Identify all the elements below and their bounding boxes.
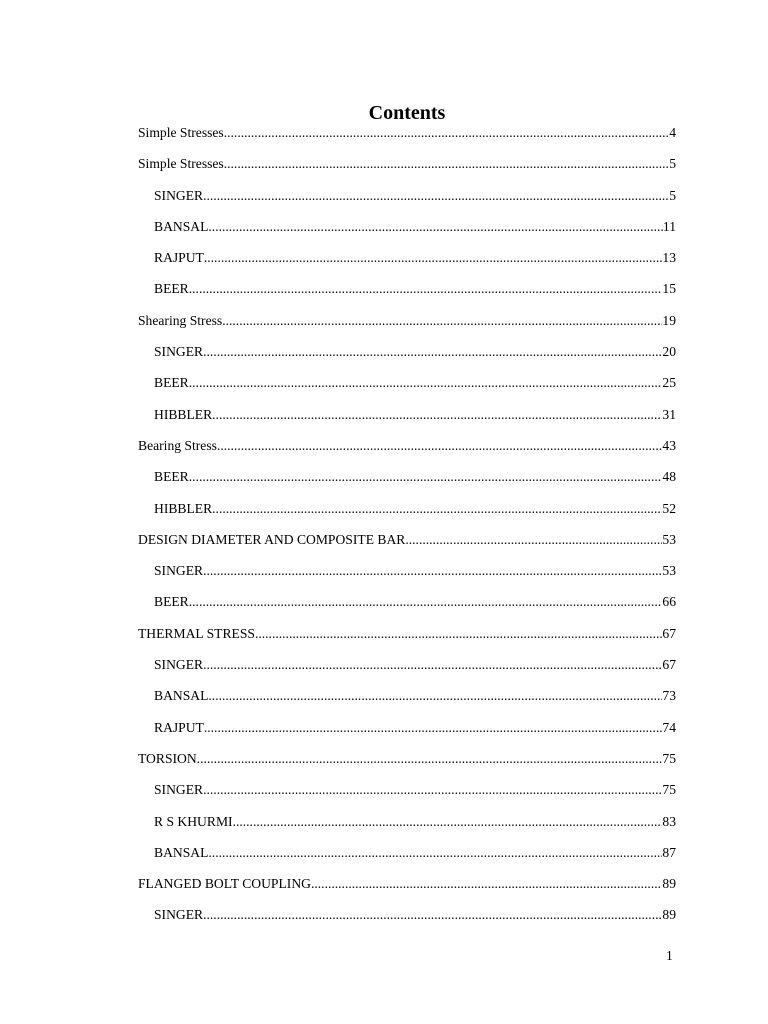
- toc-entry-label: HIBBLER: [154, 500, 213, 516]
- toc-entry-page-number: 53: [662, 563, 676, 579]
- toc-entry-label: SINGER: [154, 344, 204, 360]
- toc-entry-page-number: 5: [669, 187, 676, 203]
- dot-leader: [208, 843, 662, 863]
- toc-entry-page-number: 83: [662, 813, 676, 829]
- toc-entry-label: Bearing Stress: [138, 437, 217, 453]
- toc-entry-page-number: 5: [669, 156, 676, 172]
- toc-entry-label: FLANGED BOLT COUPLING: [138, 876, 311, 892]
- toc-entry[interactable]: [138, 718, 676, 749]
- toc-entry-page-number: 67: [662, 657, 676, 673]
- dot-leader: [405, 530, 662, 550]
- toc-entry-page-number: 75: [662, 750, 676, 766]
- dot-leader: [203, 342, 662, 362]
- toc-entry-page-number: 89: [662, 907, 676, 923]
- toc-entry[interactable]: [138, 561, 676, 592]
- toc-entry-page-number: 53: [662, 531, 676, 547]
- toc-entry-page-number: 43: [662, 437, 676, 453]
- toc-entry-label: BEER: [154, 281, 189, 297]
- toc-entry-page-number: 89: [662, 876, 676, 892]
- dot-leader: [203, 561, 662, 581]
- dot-leader: [311, 874, 662, 894]
- dot-leader: [204, 248, 663, 268]
- toc-entry-label: BEER: [154, 375, 189, 391]
- toc-entry-page-number: 75: [662, 782, 676, 798]
- toc-entry[interactable]: [138, 905, 676, 936]
- toc-entry-page-number: 4: [669, 125, 676, 140]
- dot-leader: [189, 467, 663, 487]
- toc-entry-label: BANSAL: [154, 844, 209, 860]
- toc-entry[interactable]: [138, 780, 676, 811]
- toc-entry[interactable]: [138, 686, 676, 717]
- toc-entry-label: BANSAL: [154, 688, 209, 704]
- toc-entry-label: BEER: [154, 469, 189, 485]
- toc-entry[interactable]: [138, 217, 676, 248]
- toc-entry-page-number: 13: [662, 250, 676, 266]
- toc-entry-label: Simple Stresses: [138, 156, 224, 172]
- dot-leader: [203, 905, 662, 925]
- dot-leader: [204, 718, 663, 738]
- toc-entry[interactable]: [138, 405, 676, 436]
- toc-entry-page-number: 19: [662, 312, 676, 328]
- toc-entry-label: RAJPUT: [154, 719, 204, 735]
- dot-leader: [212, 405, 662, 425]
- toc-entry[interactable]: [138, 248, 676, 279]
- toc-entry[interactable]: [138, 154, 676, 185]
- toc-entry[interactable]: [138, 749, 676, 780]
- dot-leader: [203, 780, 662, 800]
- toc-entry[interactable]: [138, 843, 676, 874]
- dot-leader: [189, 373, 663, 393]
- dot-leader: [208, 217, 663, 237]
- toc-entry[interactable]: [138, 499, 676, 530]
- toc-entry[interactable]: [138, 467, 676, 498]
- toc-entry-page-number: 48: [662, 469, 676, 485]
- toc-entry-label: BANSAL: [154, 218, 209, 234]
- toc-entry[interactable]: [138, 311, 676, 342]
- dot-leader: [203, 655, 662, 675]
- page-title: Contents: [368, 102, 446, 124]
- toc-entry-label: DESIGN DIAMETER AND COMPOSITE BAR: [138, 531, 406, 547]
- toc-entry-label: Shearing Stress: [138, 312, 223, 328]
- toc-entry-page-number: 11: [662, 218, 676, 234]
- toc-entry-page-number: 67: [662, 625, 676, 641]
- toc-entry-page-number: 25: [662, 375, 676, 391]
- dot-leader: [197, 749, 663, 769]
- toc-entry[interactable]: [138, 592, 676, 623]
- toc-entry[interactable]: [138, 123, 676, 154]
- toc-entry-page-number: 66: [662, 594, 676, 610]
- toc-entry-page-number: 74: [662, 719, 676, 735]
- toc-entry-page-number: 20: [662, 344, 676, 360]
- dot-leader: [224, 154, 669, 174]
- toc-entry[interactable]: [138, 186, 676, 217]
- toc-entry[interactable]: [138, 342, 676, 373]
- table-of-contents: [138, 123, 676, 937]
- toc-entry[interactable]: [138, 655, 676, 686]
- toc-entry[interactable]: [138, 436, 676, 467]
- toc-entry-label: TORSION: [138, 750, 197, 766]
- toc-entry[interactable]: [138, 373, 676, 404]
- toc-entry-label: THERMAL STRESS: [138, 625, 255, 641]
- toc-entry[interactable]: [138, 874, 676, 905]
- dot-leader: [217, 436, 662, 456]
- toc-entry[interactable]: [138, 530, 676, 561]
- toc-entry-page-number: 31: [662, 406, 676, 422]
- toc-entry-label: BEER: [154, 594, 189, 610]
- toc-entry-label: SINGER: [154, 187, 204, 203]
- dot-leader: [203, 186, 669, 206]
- dot-leader: [222, 311, 662, 331]
- toc-entry-label: HIBBLER: [154, 406, 213, 422]
- toc-entry[interactable]: [138, 279, 676, 310]
- toc-entry-label: Simple Stresses: [138, 125, 224, 140]
- dot-leader: [212, 499, 662, 519]
- toc-entry-page-number: 15: [662, 281, 676, 297]
- toc-entry[interactable]: [138, 624, 676, 655]
- dot-leader: [233, 812, 663, 832]
- page-number: 1: [666, 948, 673, 963]
- toc-entry-label: SINGER: [154, 657, 204, 673]
- toc-entry-label: R S KHURMI: [154, 813, 233, 829]
- dot-leader: [208, 686, 662, 706]
- toc-entry-page-number: 73: [662, 688, 676, 704]
- toc-entry-page-number: 87: [662, 844, 676, 860]
- dot-leader: [255, 624, 662, 644]
- toc-entry-label: SINGER: [154, 782, 204, 798]
- toc-entry[interactable]: [138, 812, 676, 843]
- toc-entry-label: SINGER: [154, 907, 204, 923]
- dot-leader: [224, 123, 669, 143]
- toc-entry-page-number: 52: [662, 500, 676, 516]
- toc-entry-label: RAJPUT: [154, 250, 204, 266]
- toc-entry-label: SINGER: [154, 563, 204, 579]
- dot-leader: [189, 592, 663, 612]
- dot-leader: [189, 279, 663, 299]
